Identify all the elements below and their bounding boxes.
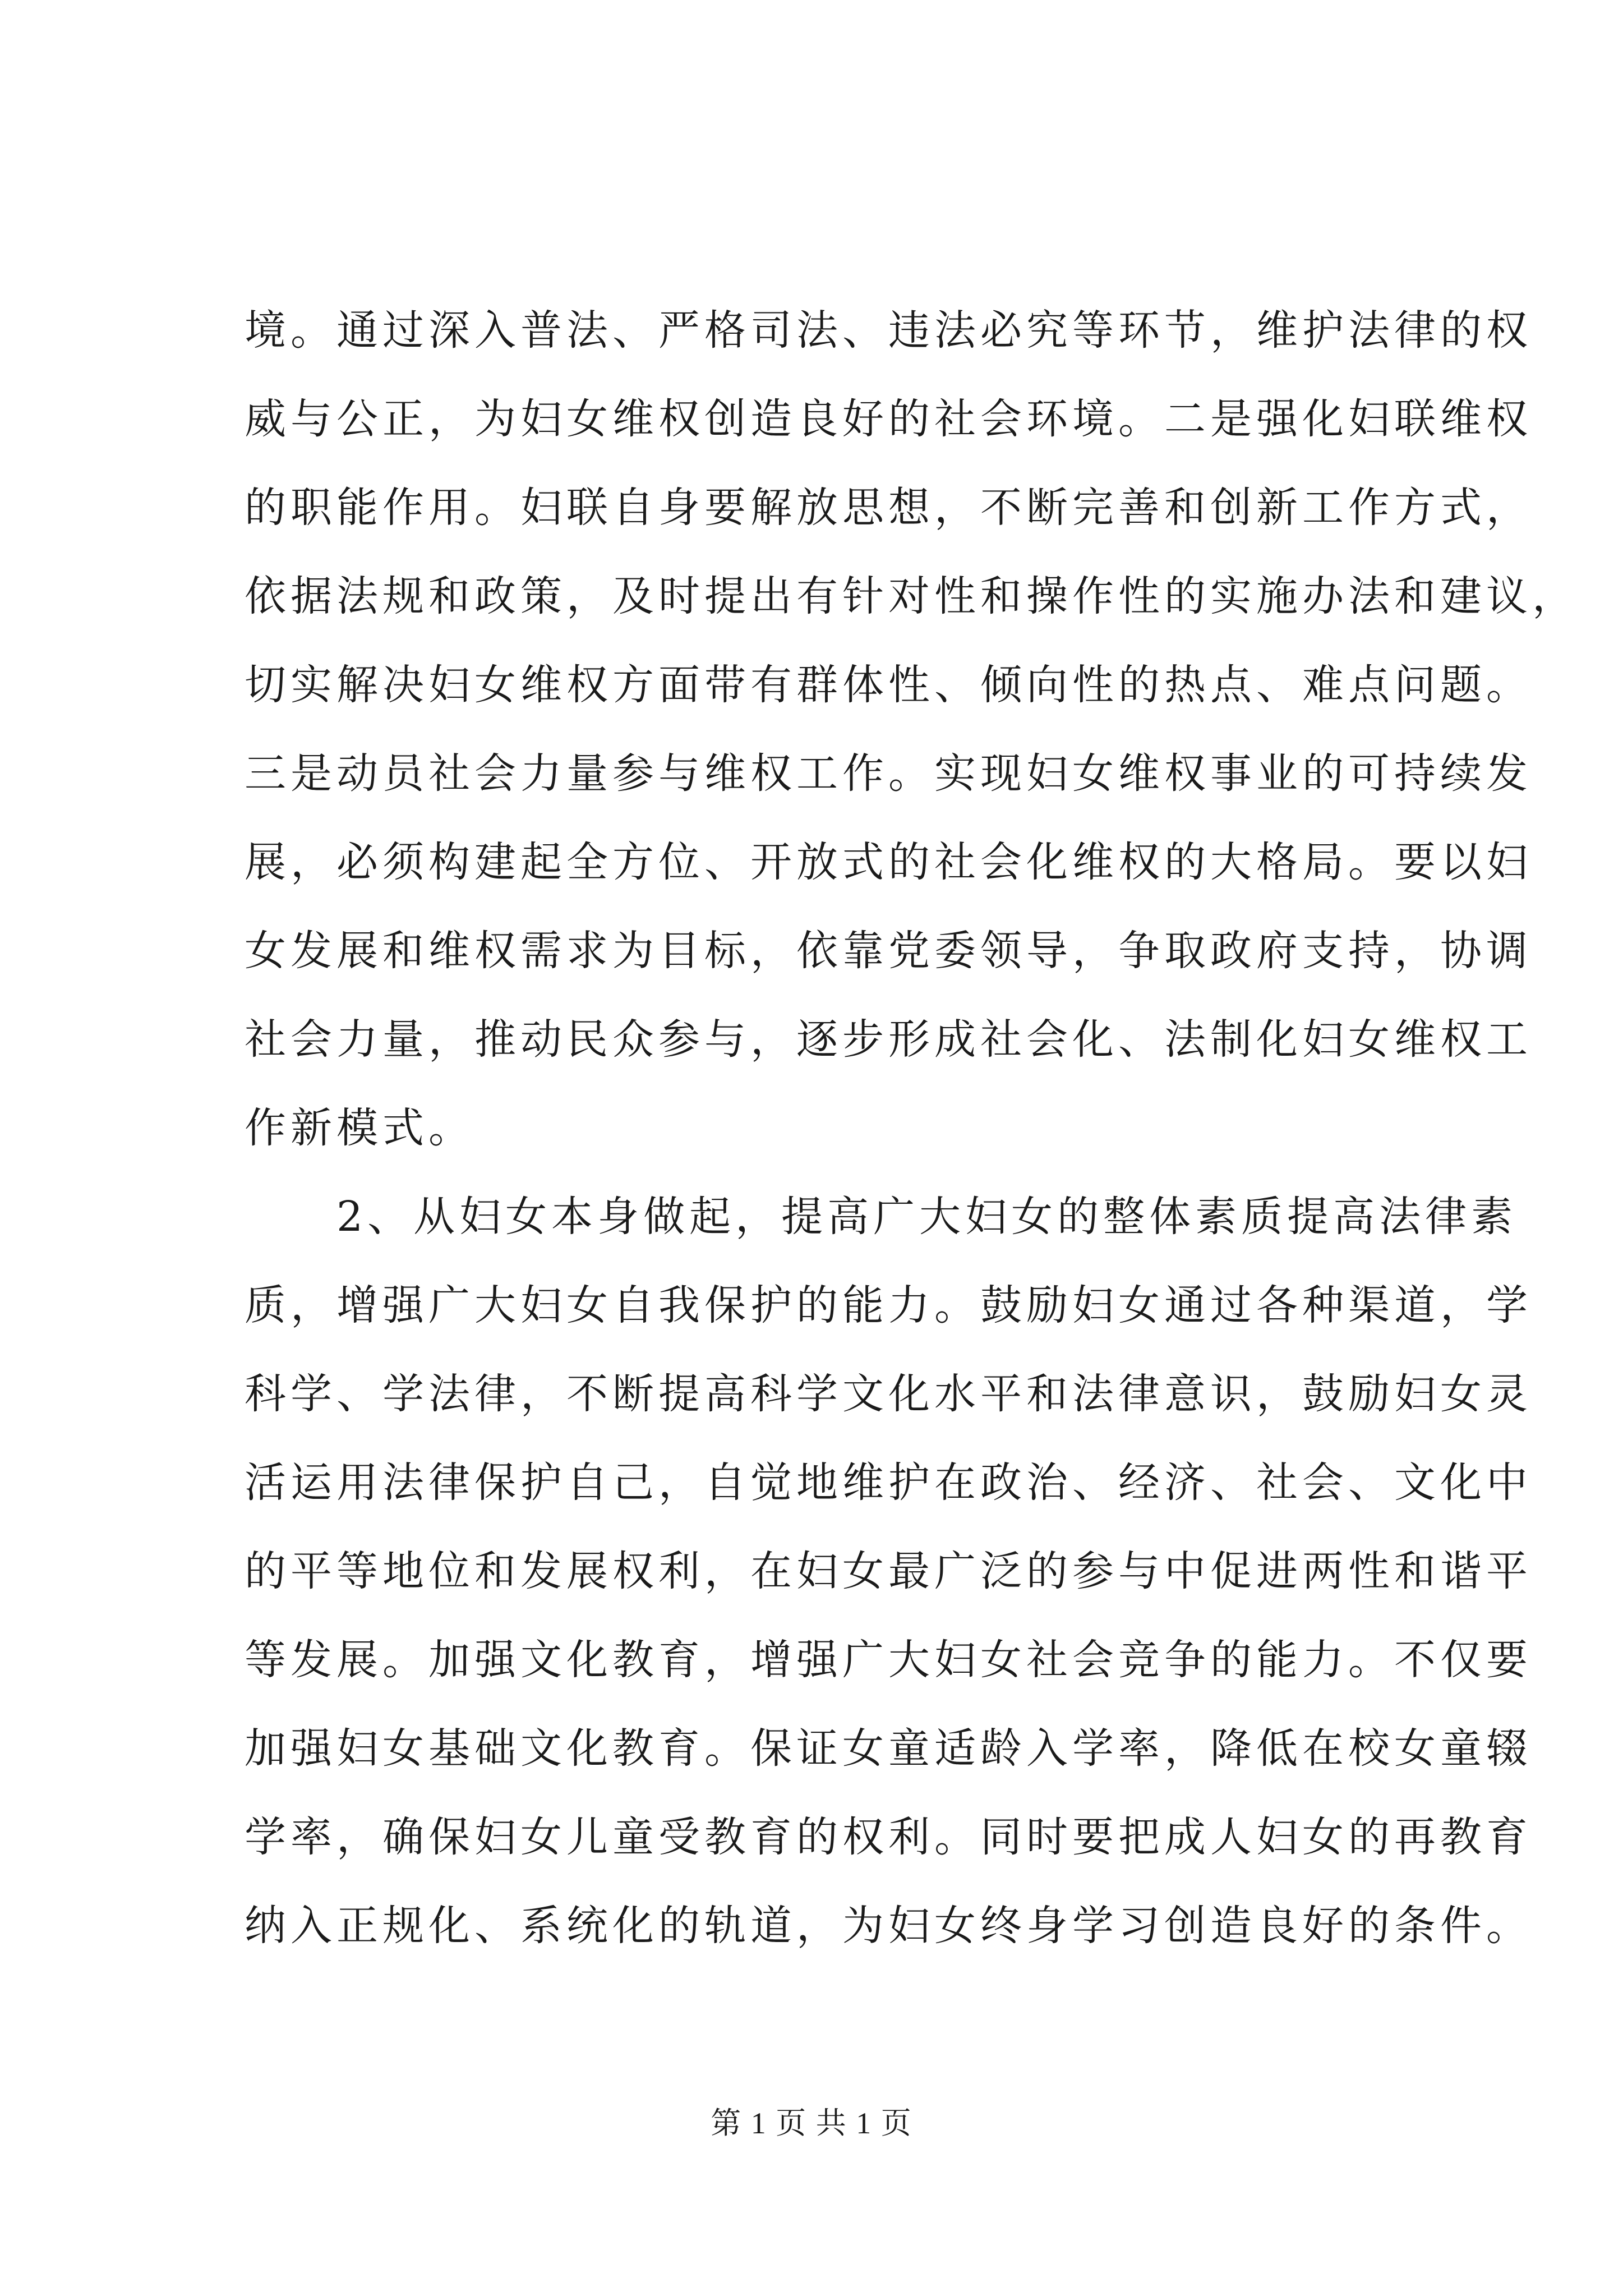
text-line: 社会力量，推动民众参与，逐步形成社会化、法制化妇女维权工 [245,1015,1532,1064]
text-line: 切实解决妇女维权方面带有群体性、倾向性的热点、难点问题。 [245,661,1532,709]
text-line: 学率，确保妇女儿童受教育的权利。同时要把成人妇女的再教育 [245,1813,1532,1861]
text-line: 等发展。加强文化教育，增强广大妇女社会竞争的能力。不仅要 [245,1636,1532,1684]
text-line: 依据法规和政策，及时提出有针对性和操作性的实施办法和建议， [245,572,1578,620]
text-line: 2、从妇女本身做起，提高广大妇女的整体素质提高法律素 [245,1193,1518,1241]
text-line: 活运用法律保护自己，自觉地维护在政治、经济、社会、文化中 [245,1458,1532,1507]
body-text [245,286,1578,1970]
text-line: 女发展和维权需求为目标，依靠党委领导，争取政府支持，协调 [245,927,1532,975]
text-line: 作新模式。 [245,1104,474,1152]
text-line: 威与公正，为妇女维权创造良好的社会环境。二是强化妇联维权 [245,395,1532,443]
text-line: 三是动员社会力量参与维权工作。实现妇女维权事业的可持续发 [245,749,1532,798]
text-line: 境。通过深入普法、严格司法、违法必究等环节，维护法律的权 [245,306,1532,355]
text-line: 的平等地位和发展权利，在妇女最广泛的参与中促进两性和谐平 [245,1547,1532,1595]
text-line: 质，增强广大妇女自我保护的能力。鼓励妇女通过各种渠道，学 [245,1281,1532,1329]
text-line: 纳入正规化、系统化的轨道，为妇女终身学习创造良好的条件。 [245,1902,1532,1950]
text-line: 科学、学法律，不断提高科学文化水平和法律意识，鼓励妇女灵 [245,1370,1532,1418]
page-number-footer: 第 1 页 共 1 页 [711,2106,912,2140]
text-line: 加强妇女基础文化教育。保证女童适龄入学率，降低在校女童辍 [245,1724,1532,1773]
text-line: 的职能作用。妇联自身要解放思想，不断完善和创新工作方式， [245,484,1532,532]
text-line: 展，必须构建起全方位、开放式的社会化维权的大格局。要以妇 [245,838,1532,886]
